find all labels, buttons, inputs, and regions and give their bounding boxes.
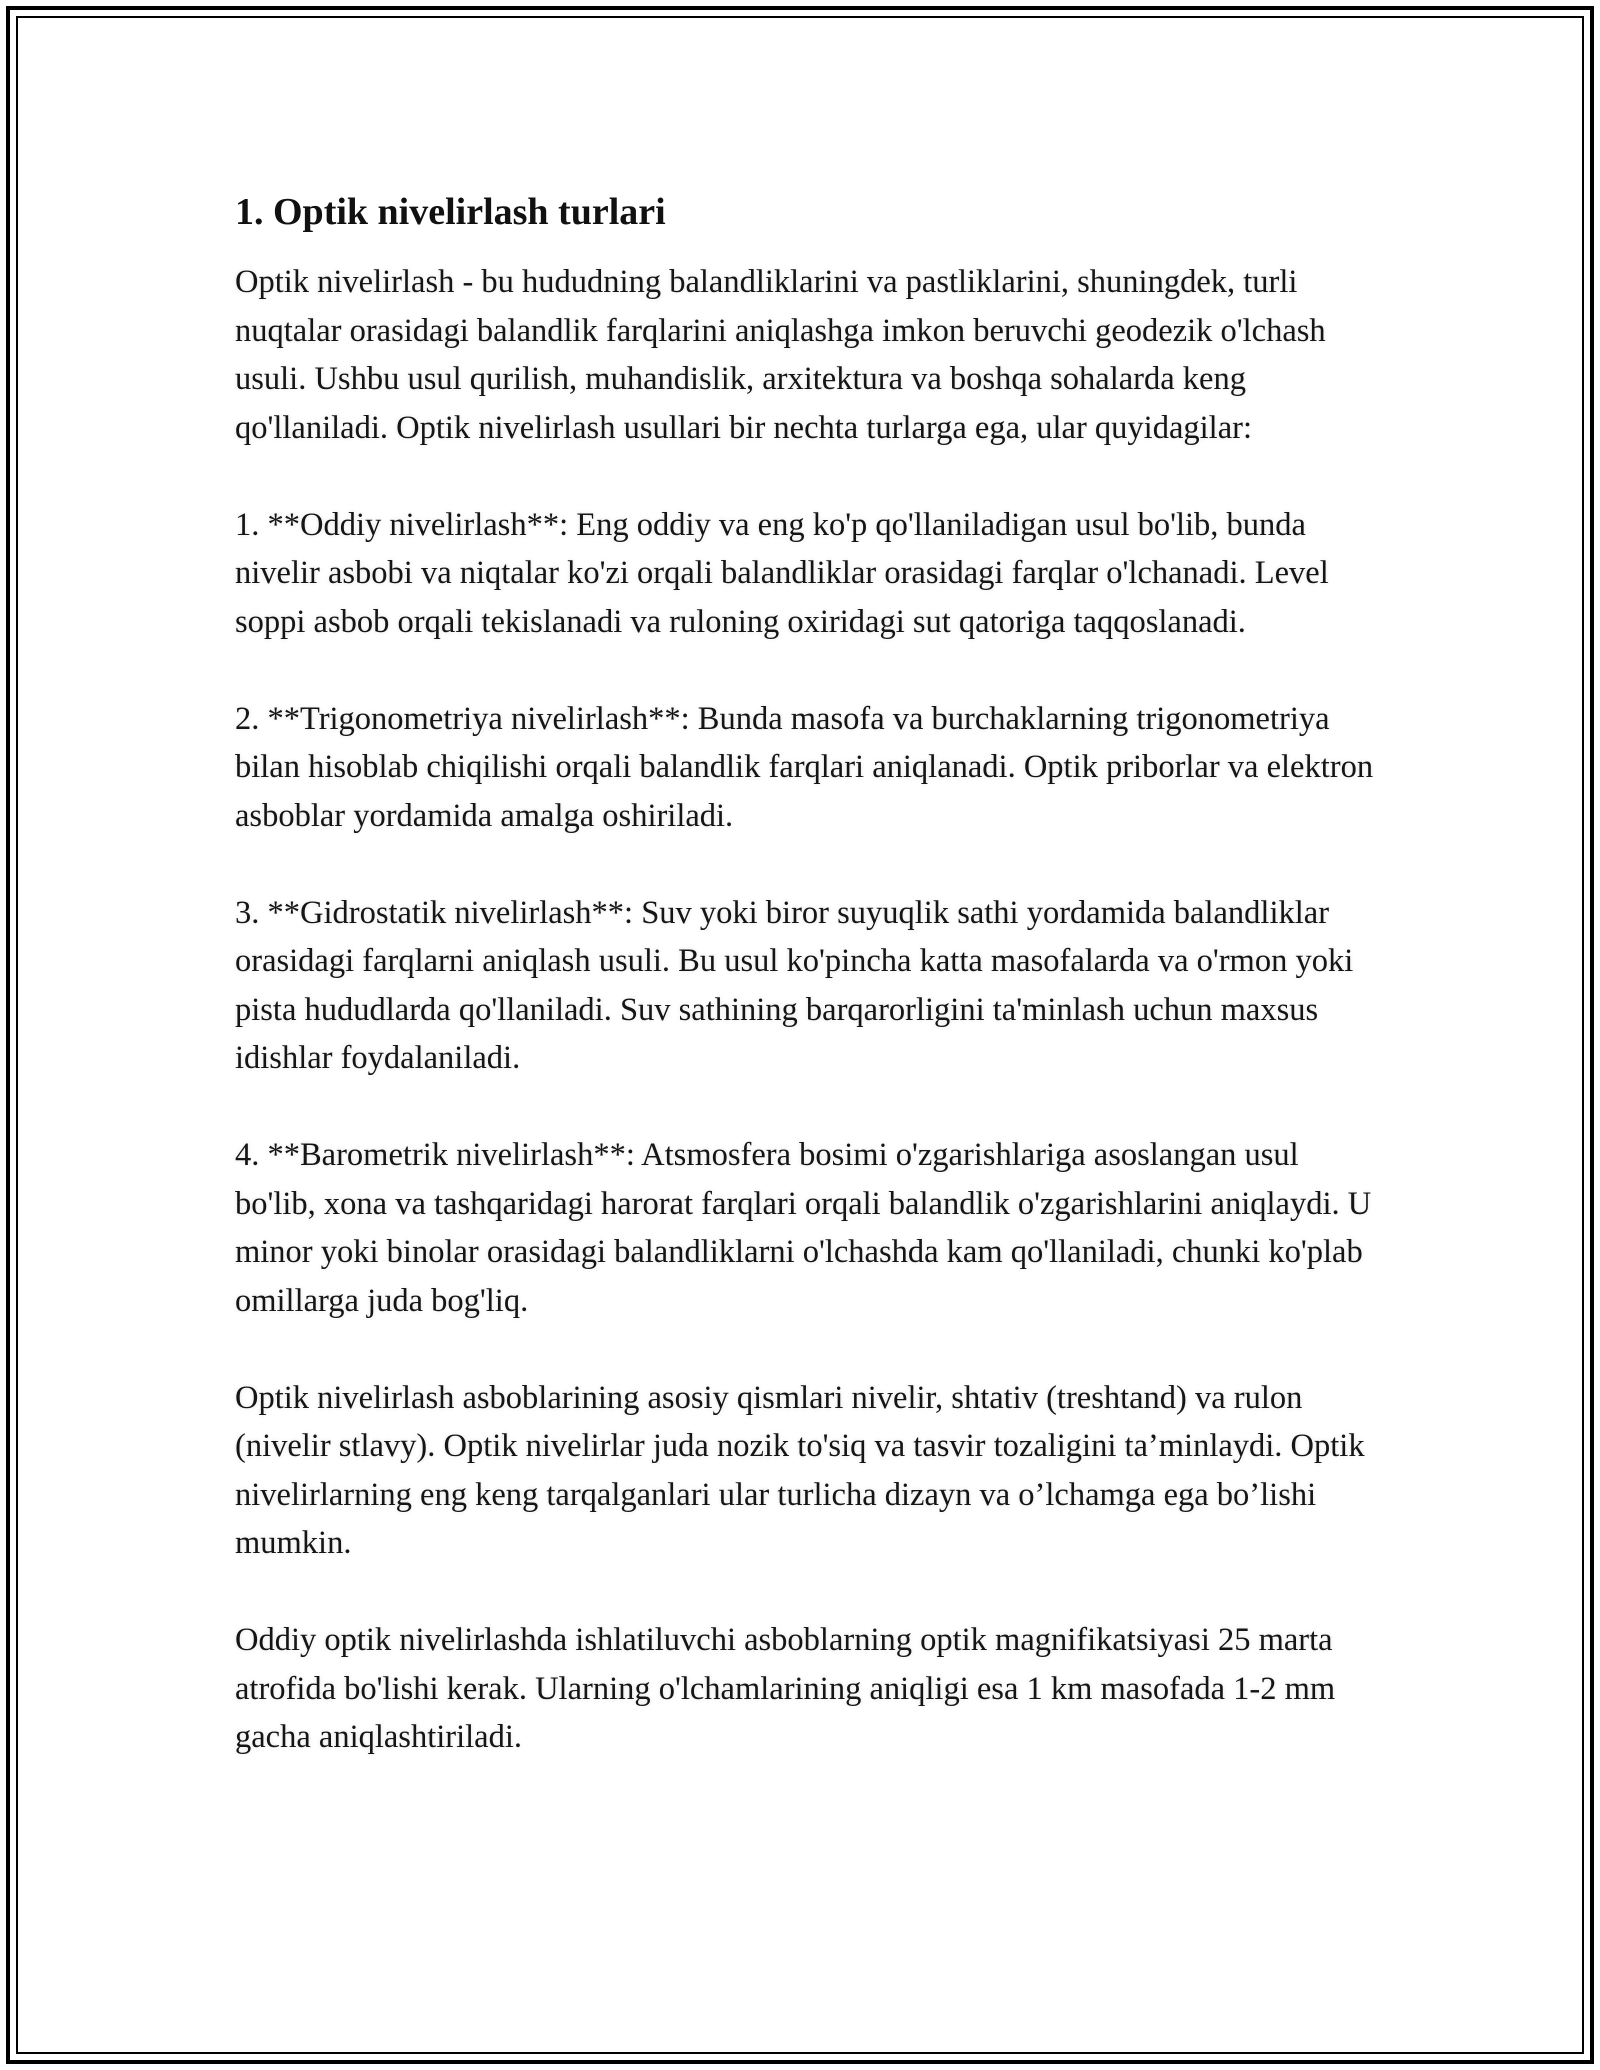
- intro-paragraph: Optik nivelirlash - bu hududning balandliklarini va pastliklarini, shuningdek, turli nuqtalar orasidagi balandlik farqlarini aniqlashga imkon beruvchi geodezik o'lchash usuli. Ushbu usul qurilish, muhandislik, arxitektura va boshqa sohalarda keng qo'llaniladi. Optik nivelirlash usullari bir nechta turlarga ega, ular quyidagilar:: [235, 264, 1326, 446]
- list-item-trigonometriya-nivelirlash: 2. **Trigonometriya nivelirlash**: Bunda masofa va burchaklarning trigonometriya bilan hisoblab chiqilishi orqali balandlik farqlari aniqlanadi. Optik priborlar va elektron asboblar yordamida amalga oshiriladi.: [235, 700, 1374, 834]
- list-item-barometrik-nivelirlash: 4. **Barometrik nivelirlash**: Atsmosfera bosimi o'zgarishlariga asoslangan usul bo'lib, xona va tashqaridagi harorat farqlari orqali balandlik o'zgarishlarini aniqlaydi. U minor yoki binolar orasidagi balandliklarni o'lchashda kam qo'llaniladi, chunki ko'plab omillarga juda bog'liq.: [235, 1137, 1372, 1319]
- list-item-gidrostatik-nivelirlash: 3. **Gidrostatik nivelirlash**: Suv yoki biror suyuqlik sathi yordamida balandliklar orasidagi farqlarni aniqlash usuli. Bu usul ko'pincha katta masofalarda va o'rmon yoki pista hududlarda qo'llaniladi. Suv sathining barqarorligini ta'minlash uchun maxsus idishlar foydalaniladi.: [235, 894, 1354, 1076]
- list-item-oddiy-nivelirlash: 1. **Oddiy nivelirlash**: Eng oddiy va eng ko'p qo'llaniladigan usul bo'lib, bunda nivelir asbobi va niqtalar ko'zi orqali balandliklar orasidagi farqlar o'lchanadi. Level soppi asbob orqali tekislanadi va ruloning oxiridagi sut qatoriga taqqoslanadi.: [235, 506, 1329, 640]
- magnification-paragraph: Oddiy optik nivelirlashda ishlatiluvchi asboblarning optik magnifikatsiyasi 25 marta atrofida bo'lishi kerak. Ularning o'lchamlarining aniqligi esa 1 km masofada 1-2 mm gacha aniqlashtiriladi.: [235, 1622, 1336, 1755]
- document-body: [235, 188, 1375, 1810]
- document-title: 1. Optik nivelirlash turlari: [235, 191, 666, 233]
- instruments-paragraph: Optik nivelirlash asboblarining asosiy qismlari nivelir, shtativ (treshtand) va rulon (nivelir stlavy). Optik nivelirlar juda nozik to'siq va tasvir tozaligini ta’minlaydi. Optik nivelirlarning eng keng tarqalganlari ular turlicha dizayn va o’lchamga ega bo’lishi mumkin.: [235, 1379, 1365, 1561]
